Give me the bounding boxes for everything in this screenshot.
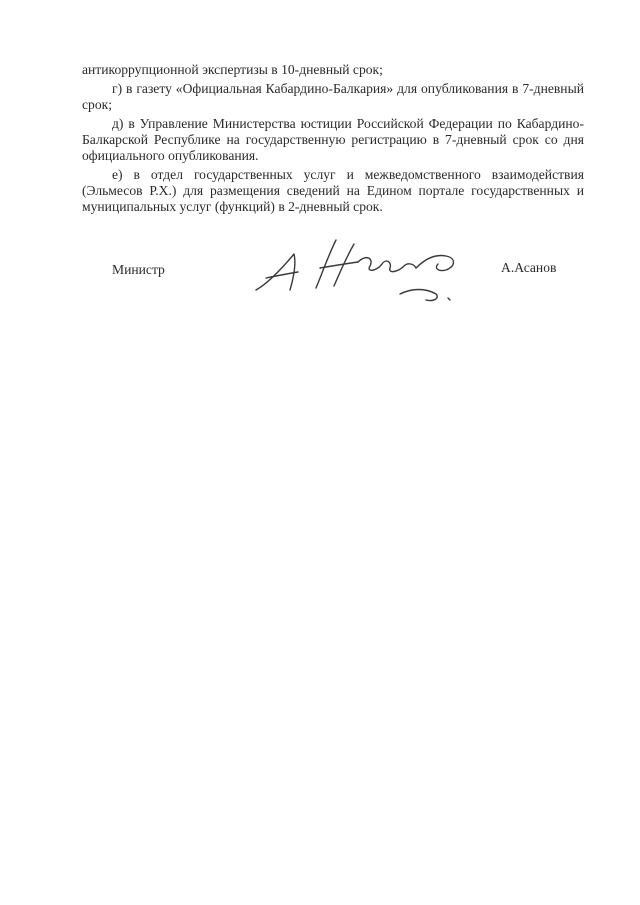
paragraph-item-g: г) в газету «Официальная Кабардино-Балкария» для опубликования в 7-дневный срок; [82, 81, 584, 112]
paragraph-continuation: антикоррупционной экспертизы в 10-дневный срок; [82, 62, 383, 77]
paragraph-item-e: е) в отдел государственных услуг и межведомственного взаимодействия (Эльмесов Р.Х.) для размещения сведений на Едином портале государственных и муниципальных услуг (функций) в 2-дневный срок. [82, 167, 584, 214]
paragraph-item-d: д) в Управление Министерства юстиции Российской Федерации по Кабардино-Балкарской Республике на государственную регистрацию в 7-дневный срок со дня официального опубликования. [82, 116, 584, 163]
handwritten-signature [250, 232, 470, 308]
document-body [82, 62, 584, 218]
signatory-name: А.Асанов [501, 260, 557, 275]
signatory-title: Министр [112, 262, 165, 277]
